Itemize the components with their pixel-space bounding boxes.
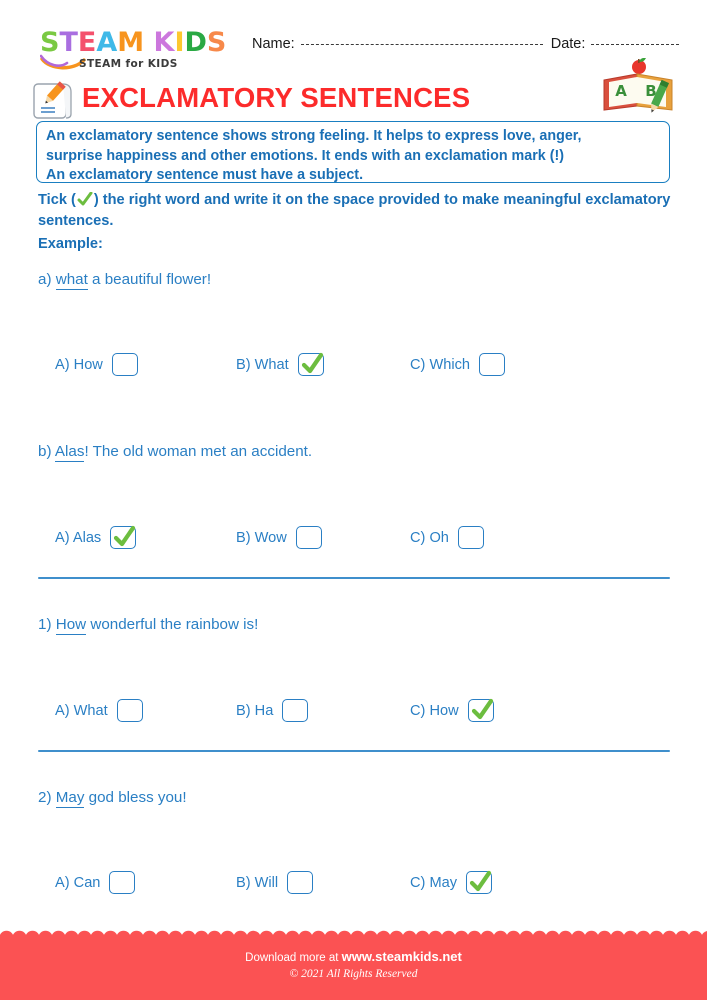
pencil-paper-icon	[30, 78, 76, 120]
option-item[interactable]	[410, 526, 484, 549]
question-number: b)	[38, 443, 55, 460]
definition-line-3: An exclamatory sentence must have a subject.	[46, 167, 364, 184]
logo-letter: S	[206, 27, 227, 58]
logo-letter: I	[174, 27, 185, 58]
logo-letter: D	[184, 27, 207, 58]
instructions-suffix: ) the right word and write it on the space provided to make meaningful exclamatory sentences.	[38, 192, 671, 229]
option-checkbox-checked[interactable]	[466, 871, 492, 894]
option-item[interactable]	[410, 871, 492, 894]
option-label: A) What	[55, 702, 108, 719]
option-item[interactable]	[55, 526, 136, 549]
option-label: C) Oh	[410, 529, 449, 546]
option-label: B) Ha	[236, 702, 274, 719]
date-input-line[interactable]	[591, 44, 679, 45]
option-item[interactable]	[236, 871, 313, 894]
question-rest: wonderful the rainbow is!	[86, 616, 259, 633]
option-item[interactable]	[410, 699, 494, 722]
svg-text:B: B	[645, 82, 657, 100]
option-label: B) Will	[236, 874, 279, 891]
abc-book-icon	[596, 58, 680, 116]
option-checkbox[interactable]	[296, 526, 322, 549]
instructions-prefix: Tick (	[38, 192, 76, 208]
checkmark-icon	[113, 525, 136, 550]
option-checkbox[interactable]	[282, 699, 308, 722]
options-row	[0, 353, 640, 381]
scallop-edge	[0, 929, 707, 945]
logo-letter: S	[40, 27, 60, 58]
question-answer-blank: Alas	[54, 443, 85, 460]
option-checkbox[interactable]	[117, 699, 143, 722]
question-rest: ! The old woman met an accident.	[84, 443, 313, 460]
page-title: EXCLAMATORY SENTENCES	[82, 82, 471, 113]
question-answer-blank: May	[55, 789, 85, 806]
logo-wordmark	[40, 28, 240, 57]
option-label: C) May	[410, 874, 458, 891]
question-answer-blank: what	[55, 271, 88, 288]
option-label: C) Which	[410, 356, 470, 373]
option-checkbox[interactable]	[458, 526, 484, 549]
question-sentence	[38, 443, 312, 460]
tick-check-icon	[77, 192, 93, 207]
logo-letter: K	[153, 27, 175, 58]
option-item[interactable]	[236, 526, 322, 549]
option-label: A) Can	[55, 874, 101, 891]
option-label: B) Wow	[236, 529, 287, 546]
options-row	[0, 526, 640, 554]
option-item[interactable]	[236, 353, 324, 376]
options-row	[0, 699, 640, 727]
svg-text:A: A	[615, 82, 627, 100]
checkmark-icon	[471, 698, 494, 723]
name-label: Name:	[252, 36, 295, 52]
logo-tagline: STEAM for KIDS	[79, 58, 178, 70]
name-input-line[interactable]	[301, 44, 543, 45]
question-rest: a beautiful flower!	[87, 271, 212, 288]
option-item[interactable]	[55, 871, 135, 894]
footer-website-link[interactable]: www.steamkids.net	[341, 949, 462, 964]
option-checkbox-checked[interactable]	[298, 353, 324, 376]
option-checkbox[interactable]	[109, 871, 135, 894]
question-answer-blank: How	[55, 616, 87, 633]
footer-copyright: © 2021 All Rights Reserved	[289, 968, 418, 980]
footer-download-prefix: Download more at	[245, 952, 342, 964]
option-item[interactable]	[236, 699, 308, 722]
option-label: C) How	[410, 702, 459, 719]
question-sentence	[38, 271, 211, 288]
options-row	[0, 871, 640, 899]
definition-box	[36, 121, 670, 183]
question-sentence	[38, 789, 187, 806]
question-number: a)	[38, 271, 56, 288]
option-checkbox[interactable]	[479, 353, 505, 376]
question-number: 1)	[38, 616, 56, 633]
option-checkbox[interactable]	[112, 353, 138, 376]
name-date-row	[252, 36, 682, 52]
instructions-text	[38, 190, 678, 232]
logo-letter	[144, 28, 153, 57]
page-footer	[0, 937, 707, 1000]
option-label: A) How	[55, 356, 103, 373]
logo-letter: M	[117, 27, 145, 58]
option-label: A) Alas	[55, 529, 102, 546]
checkmark-icon	[301, 352, 324, 377]
footer-download-text	[0, 949, 707, 964]
section-divider	[38, 750, 670, 752]
question-number: 2)	[38, 789, 56, 806]
option-checkbox-checked[interactable]	[110, 526, 136, 549]
definition-line-2: surprise happiness and other emotions. It ends with an exclamation mark (!)	[46, 147, 564, 164]
logo-letter: A	[96, 27, 118, 58]
steam-kids-logo	[40, 28, 240, 70]
title-row	[30, 78, 680, 122]
section-divider	[38, 577, 670, 579]
option-item[interactable]	[410, 353, 505, 376]
definition-line-1: An exclamatory sentence shows strong feeling. It helps to express love, anger,	[46, 128, 582, 144]
checkmark-icon	[469, 870, 492, 895]
question-sentence	[38, 616, 258, 633]
option-checkbox-checked[interactable]	[468, 699, 494, 722]
date-label: Date:	[550, 36, 586, 52]
option-item[interactable]	[55, 699, 143, 722]
logo-letter: T	[59, 27, 78, 58]
option-item[interactable]	[55, 353, 138, 376]
logo-letter: E	[77, 27, 97, 58]
option-label: B) What	[236, 356, 289, 373]
option-checkbox[interactable]	[287, 871, 313, 894]
example-label: Example:	[38, 236, 103, 252]
question-rest: god bless you!	[84, 789, 187, 806]
